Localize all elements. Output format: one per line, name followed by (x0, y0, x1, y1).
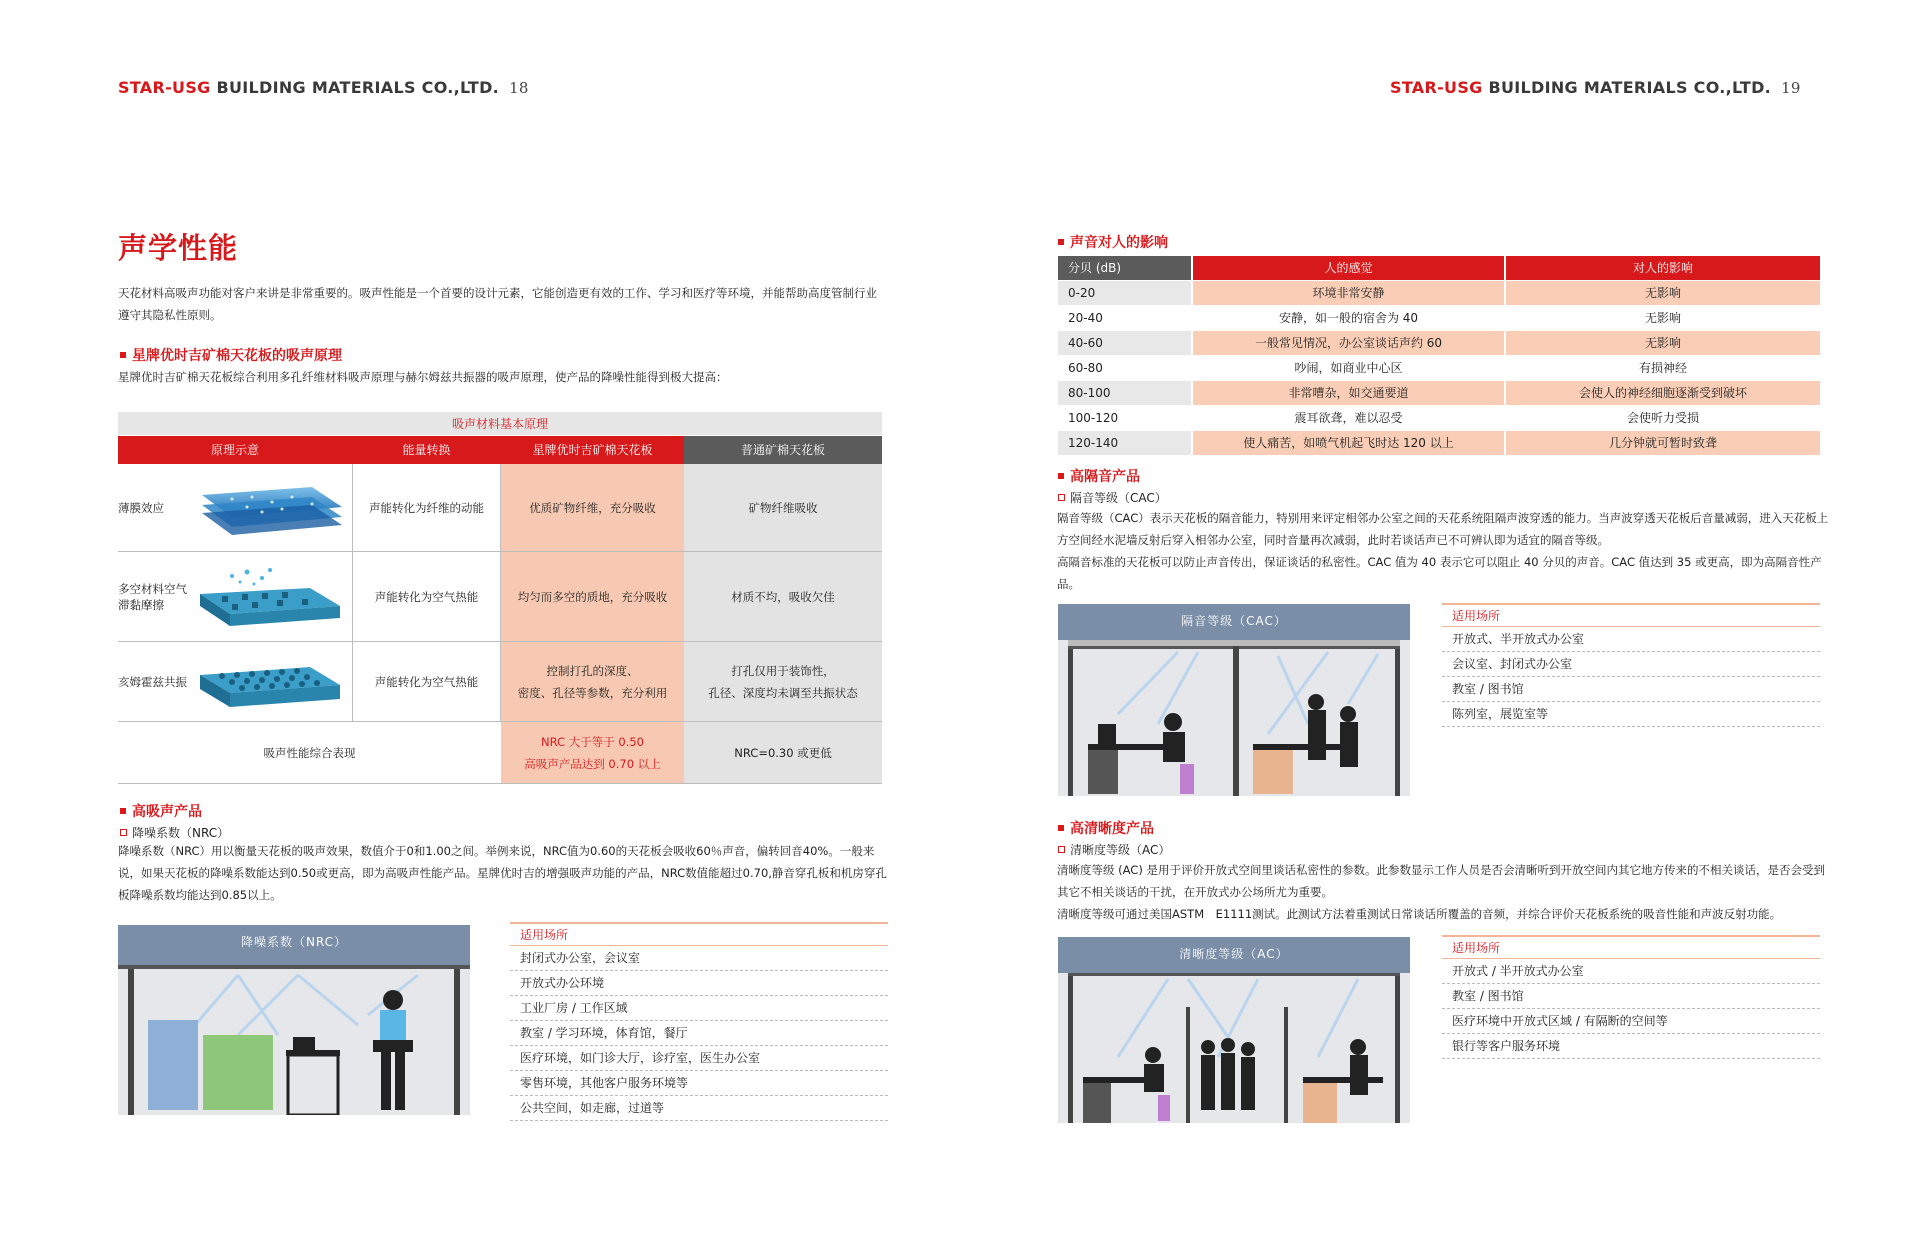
star-product-cell: 控制打孔的深度、 密度、孔径等参数，充分利用 (501, 642, 684, 721)
usage-item: 开放式 / 半开放式办公室 (1442, 959, 1820, 984)
feeling-cell: 安静，如一般的宿舍为 40 (1191, 306, 1504, 330)
usage-item: 零售环境，其他客户服务环境等 (510, 1071, 888, 1096)
db-range-cell: 100-120 (1058, 406, 1191, 430)
ac-description-1: 清晰度等级 (AC) 是用于评价开放式空间里谈话私密性的参数。此参数显示工作人员是否会清晰听到开放空间内其它地方传来的不相关谈话，是否会受到其它不相关谈话的干扰，在开放式办公场所尤为重要。 (1057, 863, 1825, 899)
usage-item: 开放式办公环境 (510, 971, 888, 996)
header-cell: 原理示意 (118, 436, 352, 464)
db-range-cell: 0-20 (1058, 281, 1191, 305)
scene-title: 隔音等级（CAC） (1181, 614, 1287, 628)
ac-usage-list (1442, 935, 1820, 1059)
company-name: BUILDING MATERIALS CO.,LTD. (210, 78, 500, 97)
header-cell: 能量转换 (352, 436, 501, 464)
table-row (118, 642, 882, 722)
effect-cell: 有损神经 (1504, 356, 1820, 380)
usage-title: 适用场所 (510, 922, 888, 946)
decibel-table (1058, 256, 1820, 456)
table-row (1058, 381, 1820, 406)
bullet-square-icon (120, 352, 126, 358)
cac-description-2: 高隔音标准的天花板可以防止声音传出，保证谈话的私密性。CAC 值为 40 表示它可以阻止 40 分贝的声音。CAC 值达到 35 或更高，即为高隔音性产品。 (1057, 555, 1822, 591)
normal-product-cell: 打孔仅用于装饰性， 孔径、深度均未调至共振状态 (684, 642, 882, 721)
section-title: 声学性能 (118, 231, 239, 265)
feeling-cell: 一般常见情况，办公室谈话声约 60 (1191, 331, 1504, 355)
high-isolation-heading: 高隔音产品 (1058, 466, 1140, 486)
usage-item: 医疗环境中开放式区域 / 有隔断的空间等 (1442, 1009, 1820, 1034)
brand-name: STAR-USG (118, 78, 211, 97)
page-number: 19 (1781, 79, 1801, 97)
table-header (118, 436, 882, 464)
header-cell: 对人的影响 (1504, 256, 1820, 280)
nrc-scene-illustration (118, 925, 470, 1115)
header-cell: 星牌优时吉矿棉天花板 (501, 436, 684, 464)
table-caption: 吸声材料基本原理 (118, 412, 882, 436)
star-product-cell: 均匀而多空的质地，充分吸收 (501, 552, 684, 641)
page-number: 18 (509, 79, 529, 97)
high-clarity-heading: 高清晰度产品 (1058, 818, 1154, 838)
usage-item: 医疗环境，如门诊大厅，诊疗室，医生办公室 (510, 1046, 888, 1071)
bullet-square-icon (120, 808, 126, 814)
energy-cell: 声能转化为纤维的动能 (352, 464, 501, 551)
bullet-square-icon (1058, 825, 1064, 831)
principle-heading: 星牌优时吉矿棉天花板的吸声原理 (120, 345, 342, 365)
summary-label: 吸声性能综合表现 (263, 745, 356, 760)
table-row (1058, 356, 1820, 381)
usage-item: 会议室、封闭式办公室 (1442, 652, 1820, 677)
table-row (1058, 281, 1820, 306)
office-scene-svg (118, 925, 470, 1115)
db-range-cell: 120-140 (1058, 431, 1191, 455)
table-header (1058, 256, 1820, 281)
nrc-description: 降噪系数（NRC）用以衡量天花板的吸声效果，数值介于0和1.00之间。举例来说，NRC值为0.60的天花板会吸收60％声音，偏转回音40%。一般来说，如果天花板的降噪系数能达到0.50或更高，即为高吸声性能产品。星牌优时吉的增强吸声功能的产品，NRC数值能超过0.70,静音穿孔板和机房穿孔板降噪系数均能达到0.85以上。 (118, 844, 887, 902)
normal-product-cell: 矿物纤维吸收 (684, 464, 882, 551)
office-scene-svg (1058, 937, 1410, 1123)
usage-title: 适用场所 (1442, 603, 1820, 627)
header-cell: 分贝 (dB) (1058, 256, 1191, 280)
usage-item: 工业厂房 / 工作区域 (510, 996, 888, 1021)
header-cell: 普通矿棉天花板 (684, 436, 882, 464)
bullet-box-icon (1058, 846, 1065, 853)
table-row (118, 464, 882, 552)
cac-scene-illustration (1058, 604, 1410, 796)
normal-product-cell: 材质不均，吸收欠佳 (684, 552, 882, 641)
principle-label: 薄膜效应 (118, 500, 164, 515)
principle-table (118, 412, 882, 784)
energy-cell: 声能转化为空气热能 (352, 552, 501, 641)
db-range-cell: 80-100 (1058, 381, 1191, 405)
brand-name: STAR-USG (1390, 78, 1483, 97)
table-row (1058, 306, 1820, 331)
header-cell: 人的感觉 (1191, 256, 1504, 280)
usage-item: 银行等客户服务环境 (1442, 1034, 1820, 1059)
high-absorb-heading: 高吸声产品 (120, 801, 202, 821)
ac-description-2: 清晰度等级可通过美国ASTM E1111测试。此测试方法着重测试日常谈话所覆盖的音频，并综合评价天花板系统的吸音性能和声波反射功能。 (1057, 907, 1782, 921)
ac-subheading: 清晰度等级（AC） (1058, 841, 1170, 858)
bullet-square-icon (1058, 239, 1064, 245)
feeling-cell: 吵闹，如商业中心区 (1191, 356, 1504, 380)
normal-summary-cell: NRC=0.30 或更低 (684, 722, 882, 783)
effect-cell: 无影响 (1504, 331, 1820, 355)
table-summary-row (118, 722, 882, 784)
feeling-cell: 震耳欲聋，难以忍受 (1191, 406, 1504, 430)
nrc-usage-list (510, 922, 888, 1121)
principle-label: 亥姆霍兹共振 (118, 674, 187, 689)
porous-material-illustration (192, 566, 344, 628)
sound-effect-heading: 声音对人的影响 (1058, 232, 1168, 252)
bullet-square-icon (1058, 473, 1064, 479)
star-product-cell: 优质矿物纤维，充分吸收 (501, 464, 684, 551)
usage-item: 教室 / 图书馆 (1442, 677, 1820, 702)
db-range-cell: 40-60 (1058, 331, 1191, 355)
table-row (1058, 331, 1820, 356)
db-range-cell: 20-40 (1058, 306, 1191, 330)
page-header (118, 78, 529, 97)
scene-title: 降噪系数（NRC） (240, 935, 348, 949)
db-range-cell: 60-80 (1058, 356, 1191, 380)
usage-title: 适用场所 (1442, 935, 1820, 959)
table-row (1058, 406, 1820, 431)
membrane-effect-illustration (192, 477, 344, 539)
bullet-box-icon (1058, 494, 1065, 501)
usage-item: 陈列室，展览室等 (1442, 702, 1820, 727)
energy-cell: 声能转化为空气热能 (352, 642, 501, 721)
principle-cell (118, 464, 352, 551)
cac-usage-list (1442, 603, 1820, 727)
principle-cell (118, 552, 352, 641)
star-summary-cell: NRC 大于等于 0.50 高吸声产品达到 0.70 以上 (501, 722, 684, 783)
ac-scene-illustration (1058, 937, 1410, 1123)
feeling-cell: 环境非常安静 (1191, 281, 1504, 305)
usage-item: 封闭式办公室，会议室 (510, 946, 888, 971)
scene-title: 清晰度等级（AC） (1179, 947, 1289, 961)
company-name: BUILDING MATERIALS CO.,LTD. (1482, 78, 1772, 97)
feeling-cell: 使人痛苦，如喷气机起飞时达 120 以上 (1191, 431, 1504, 455)
usage-item: 教室 / 图书馆 (1442, 984, 1820, 1009)
table-row (1058, 431, 1820, 456)
bullet-box-icon (120, 829, 127, 836)
feeling-cell: 非常嘈杂，如交通要道 (1191, 381, 1504, 405)
intro-text: 天花材料高吸声功能对客户来讲是非常重要的。吸声性能是一个首要的设计元素，它能创造更有效的工作、学习和医疗等环境，并能帮助高度管制行业遵守其隐私性原则。 (118, 286, 877, 322)
cac-subheading: 隔音等级（CAC） (1058, 489, 1167, 506)
principle-description: 星牌优时吉矿棉天花板综合利用多孔纤维材料吸声原理与赫尔姆兹共振器的吸声原理，使产品的降噪性能得到极大提高： (118, 370, 728, 384)
principle-label: 多空材料空气滞黏摩擦 (118, 581, 187, 612)
effect-cell: 无影响 (1504, 306, 1820, 330)
page-header (1390, 78, 1801, 97)
cac-description-1: 隔音等级（CAC）表示天花板的隔音能力，特别用来评定相邻办公室之间的天花系统阻隔声波穿透的能力。当声波穿透天花板后音量减弱，进入天花板上方空间经水泥墙反射后穿入相邻办公室，同时音量再次减弱，此时若谈话声已不可辨认即为适宜的隔音等级。 (1057, 511, 1829, 547)
office-scene-svg (1058, 604, 1410, 796)
effect-cell: 无影响 (1504, 281, 1820, 305)
effect-cell: 会使人的神经细胞逐渐受到破坏 (1504, 381, 1820, 405)
table-row (118, 552, 882, 642)
usage-item: 教室 / 学习环境，体育馆，餐厅 (510, 1021, 888, 1046)
usage-item: 公共空间，如走廊，过道等 (510, 1096, 888, 1121)
principle-cell (118, 642, 352, 721)
helmholtz-illustration (192, 651, 344, 713)
usage-item: 开放式、半开放式办公室 (1442, 627, 1820, 652)
effect-cell: 会使听力受损 (1504, 406, 1820, 430)
effect-cell: 几分钟就可暂时致聋 (1504, 431, 1820, 455)
nrc-subheading: 降噪系数（NRC） (120, 824, 229, 841)
